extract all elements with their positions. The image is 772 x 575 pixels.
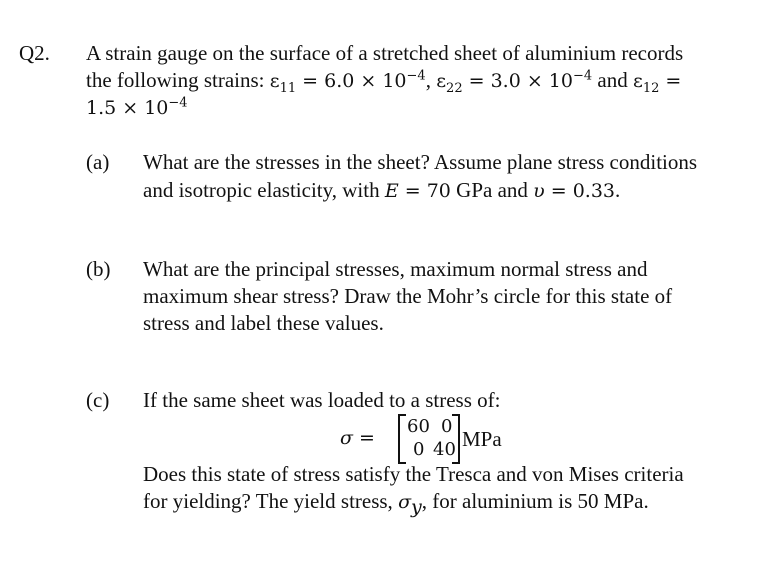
matrix-cell-12: 0 <box>441 416 453 437</box>
part-a-line-1: What are the stresses in the sheet? Assume plane stress conditions <box>143 150 698 174</box>
intro-line-1: A strain gauge on the surface of a stretched sheet of aluminium records <box>86 41 684 65</box>
part-b-line-3: stress and label these values. <box>143 311 384 335</box>
question-number: Q2. <box>19 41 50 65</box>
stress-tensor-label: σ = <box>340 427 375 449</box>
strain-e22: $\varepsilon_{22} = 3.0 \times 10^{-4}$ <box>436 68 593 96</box>
part-b-line-1: What are the principal stresses, maximum normal stress and <box>143 257 648 281</box>
strain-e11: $\varepsilon_{11} = 6.0 \times 10^{-4}$ <box>269 68 426 96</box>
part-a-line-2: and isotropic elasticity, with E = 70 GPa and υ = 0.33. <box>143 178 621 202</box>
part-c-line-3: for yielding? The yield stress, $\sigma_y$, for aluminium is 50 MPa. <box>143 489 649 519</box>
matrix-cell-21: 0 <box>413 439 425 460</box>
intro-line-3: $1.5 \times 10^{-4}$ <box>86 95 188 119</box>
matrix-cell-22: 40 <box>433 439 456 460</box>
part-a-label: (a) <box>86 150 110 174</box>
part-c-line-2: Does this state of stress satisfy the Tresca and von Mises criteria <box>143 462 684 486</box>
stress-unit: MPa <box>462 427 502 451</box>
stress-matrix <box>398 414 460 464</box>
strain-e12: $\varepsilon_{12}$ = <box>633 70 682 96</box>
part-c-label: (c) <box>86 388 110 412</box>
part-b-line-2: maximum shear stress? Draw the Mohr’s circle for this state of <box>143 284 673 308</box>
intro-line-2: the following strains: $\varepsilon_{11} = 6.0 \times 10^{-4}$, $\varepsilon_{22} = 3.0 \times 10^{-4}$ and $\varepsilon_{12}$ = <box>86 68 682 96</box>
matrix-cell-11: 60 <box>407 416 430 437</box>
part-c-line-1: If the same sheet was loaded to a stress of: <box>143 388 501 412</box>
part-b-label: (b) <box>86 257 111 281</box>
